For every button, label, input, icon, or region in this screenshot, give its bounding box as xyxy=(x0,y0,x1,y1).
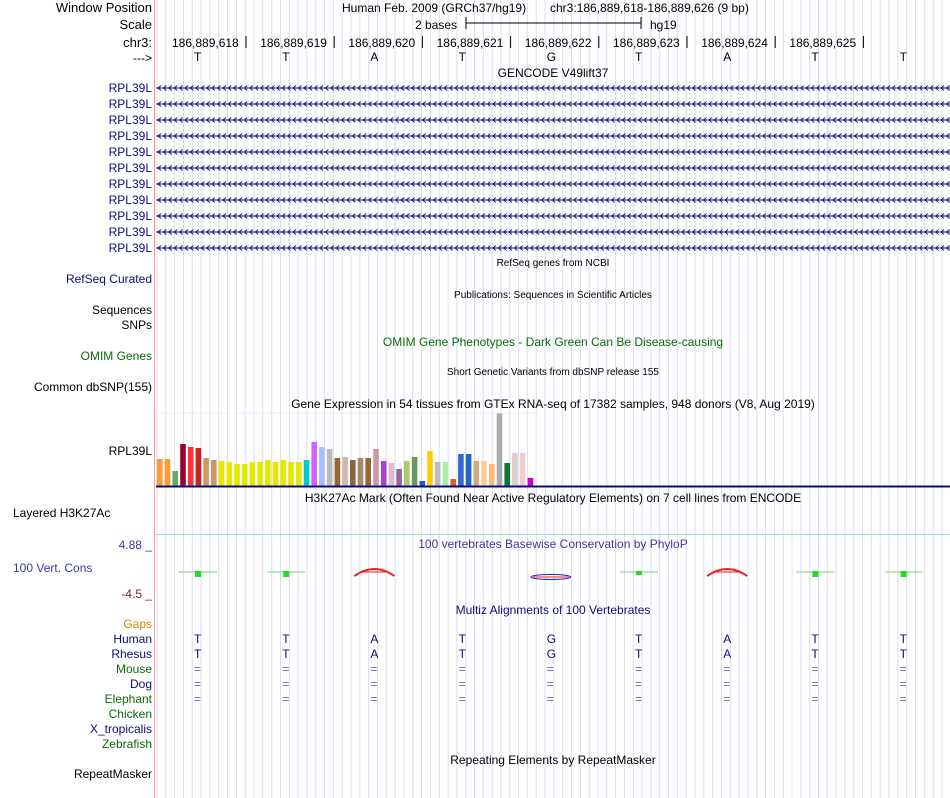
gencode-gene-label[interactable]: RPL39L xyxy=(108,145,152,159)
gtex-bar xyxy=(520,453,526,486)
multiz-base: A xyxy=(723,647,732,661)
multiz-base: = xyxy=(370,692,378,706)
scale-db: hg19 xyxy=(650,18,677,32)
gtex-bar xyxy=(466,454,472,486)
phylop-pos-mark xyxy=(901,571,907,577)
multiz-base: T xyxy=(282,647,290,661)
gencode-gene-label[interactable]: RPL39L xyxy=(108,113,152,127)
assembly-label: Human Feb. 2009 (GRCh37/hg19) xyxy=(342,1,527,15)
multiz-base: T xyxy=(811,632,819,646)
multiz-base: = xyxy=(899,662,907,676)
multiz-base: = xyxy=(723,677,731,691)
multiz-base: A xyxy=(723,632,732,646)
gtex-bar xyxy=(443,462,449,486)
multiz-base: T xyxy=(635,647,643,661)
window-position-label: Window Position xyxy=(55,0,152,15)
repeatmasker-title: Repeating Elements by RepeatMasker xyxy=(450,753,656,767)
gtex-bar xyxy=(450,479,456,486)
gtex-bar xyxy=(211,460,217,486)
strand-label: ---> xyxy=(133,51,152,65)
gtex-bar xyxy=(512,453,518,486)
gencode-gene-label[interactable]: RPL39L xyxy=(108,97,152,111)
gtex-bar xyxy=(427,451,433,486)
omim-title: OMIM Gene Phenotypes - Dark Green Can Be Disease-causing xyxy=(382,335,724,349)
gtex-bar xyxy=(265,460,271,486)
position-label: 186,889,620 xyxy=(348,36,416,50)
position-label: 186,889,621 xyxy=(436,36,504,50)
multiz-base: T xyxy=(899,632,907,646)
position-label: 186,889,619 xyxy=(260,36,327,50)
multiz-base: T xyxy=(811,647,819,661)
multiz-base: = xyxy=(635,677,643,691)
scale-text: 2 bases xyxy=(415,18,458,32)
multiz-species-label[interactable]: Zebrafish xyxy=(101,737,152,751)
gtex-bar xyxy=(242,464,248,486)
reference-base: T xyxy=(194,50,202,64)
multiz-title: Multiz Alignments of 100 Vertebrates xyxy=(455,603,651,617)
multiz-base: = xyxy=(194,677,202,691)
publications-title: Publications: Sequences in Scientific Articles xyxy=(454,290,652,301)
gencode-gene-label[interactable]: RPL39L xyxy=(108,161,152,175)
gtex-bar xyxy=(288,462,294,486)
gtex-bar xyxy=(412,457,418,486)
phylop-label[interactable]: 100 Vert. Cons xyxy=(13,561,93,575)
reference-base: T xyxy=(635,50,643,64)
gtex-bar xyxy=(157,459,163,486)
multiz-base: T xyxy=(282,632,290,646)
gtex-bar xyxy=(327,449,333,486)
multiz-species-label[interactable]: Chicken xyxy=(108,707,152,721)
repeatmasker-label[interactable]: RepeatMasker xyxy=(73,767,152,781)
multiz-base: = xyxy=(546,662,554,676)
gtex-bar xyxy=(381,461,387,486)
gtex-bar xyxy=(373,449,379,486)
label-divider xyxy=(154,0,155,798)
multiz-base: = xyxy=(458,662,466,676)
gtex-bar xyxy=(311,442,317,486)
multiz-base: T xyxy=(635,632,643,646)
h3k27ac-label[interactable]: Layered H3K27Ac xyxy=(13,506,111,520)
gtex-bar xyxy=(172,471,178,486)
refseq-label[interactable]: RefSeq Curated xyxy=(65,272,152,286)
scale-label: Scale xyxy=(119,17,152,32)
gtex-bar xyxy=(404,461,410,486)
gtex-bar xyxy=(350,460,356,486)
gtex-bar xyxy=(396,469,402,486)
multiz-base: = xyxy=(370,677,378,691)
gtex-bar xyxy=(474,461,480,486)
gtex-bar xyxy=(458,454,464,486)
multiz-base: = xyxy=(194,662,202,676)
position-label: 186,889,625 xyxy=(789,36,857,50)
gencode-gene-label[interactable]: RPL39L xyxy=(108,193,152,207)
gtex-bar xyxy=(281,460,287,486)
gencode-title: GENCODE V49lift37 xyxy=(497,66,609,80)
gtex-bar xyxy=(257,462,263,486)
gencode-gene-label[interactable]: RPL39L xyxy=(108,81,152,95)
multiz-base: T xyxy=(458,647,466,661)
gencode-gene-label[interactable]: RPL39L xyxy=(108,129,152,143)
multiz-base: = xyxy=(194,692,202,706)
multiz-base: = xyxy=(899,677,907,691)
reference-base: T xyxy=(811,50,819,64)
gtex-bar xyxy=(365,458,371,486)
reference-base: T xyxy=(282,50,290,64)
multiz-base: = xyxy=(723,662,731,676)
sequences-label[interactable]: Sequences xyxy=(91,303,152,317)
gtex-bar xyxy=(188,447,194,486)
gtex-bar xyxy=(196,448,202,486)
multiz-base: A xyxy=(370,647,379,661)
phylop-min-label: -4.5 _ xyxy=(121,587,152,601)
gtex-bar xyxy=(489,464,495,486)
multiz-base: T xyxy=(899,647,907,661)
gtex-bar xyxy=(335,458,341,486)
multiz-species-label[interactable]: Mouse xyxy=(115,662,152,676)
gtex-bar xyxy=(219,461,225,486)
snps-label[interactable]: SNPs xyxy=(121,318,152,332)
multiz-species-label[interactable]: Human xyxy=(113,632,152,646)
gtex-bar xyxy=(435,462,441,486)
omim-label[interactable]: OMIM Genes xyxy=(80,349,152,363)
gtex-bar xyxy=(180,444,186,486)
multiz-base: T xyxy=(194,647,202,661)
multiz-base: = xyxy=(282,662,290,676)
gtex-bar xyxy=(296,462,302,486)
multiz-base: = xyxy=(546,692,554,706)
multiz-base: = xyxy=(811,677,819,691)
reference-base: G xyxy=(546,50,557,64)
phylop-title: 100 vertebrates Basewise Conservation by PhyloP xyxy=(418,537,688,551)
position-label: 186,889,618 xyxy=(172,36,239,50)
multiz-base: T xyxy=(194,632,202,646)
gtex-bar xyxy=(319,447,325,486)
multiz-base: = xyxy=(458,692,466,706)
multiz-base: = xyxy=(811,692,819,706)
gaps-label[interactable]: Gaps xyxy=(123,617,152,631)
gtex-bar xyxy=(342,457,348,486)
multiz-base: = xyxy=(635,662,643,676)
multiz-base: A xyxy=(370,632,379,646)
dbsnp-title: Short Genetic Variants from dbSNP release 155 xyxy=(447,367,659,378)
multiz-base: = xyxy=(370,662,378,676)
multiz-base: = xyxy=(723,692,731,706)
multiz-base: = xyxy=(811,662,819,676)
gtex-bar xyxy=(481,461,487,486)
position-label: 186,889,623 xyxy=(613,36,680,50)
position-label: 186,889,622 xyxy=(524,36,592,50)
phylop-pos-mark xyxy=(812,571,818,577)
phylop-pos-mark xyxy=(283,571,289,577)
gtex-bar xyxy=(273,462,279,486)
gtex-bar xyxy=(203,458,209,486)
position-readout: chr3:186,889,618-186,889,626 (9 bp) xyxy=(550,1,749,15)
multiz-base: = xyxy=(546,677,554,691)
gtex-bar xyxy=(358,458,364,486)
position-label: 186,889,624 xyxy=(701,36,768,50)
gtex-bar xyxy=(227,462,233,486)
gtex-title: Gene Expression in 54 tissues from GTEx RNA-seq of 17382 samples, 948 donors (V8, Aug 2019) xyxy=(291,397,815,411)
refseq-title: RefSeq genes from NCBI xyxy=(496,258,610,269)
multiz-base: = xyxy=(458,677,466,691)
reference-base: T xyxy=(458,50,466,64)
chrom-label: chr3: xyxy=(123,35,152,50)
multiz-base: = xyxy=(899,692,907,706)
gtex-bar xyxy=(389,463,395,486)
phylop-pos-mark xyxy=(195,571,201,577)
multiz-species-label[interactable]: Dog xyxy=(129,677,152,691)
reference-base: A xyxy=(723,50,732,64)
multiz-species-label[interactable]: Elephant xyxy=(104,692,152,706)
multiz-species-label[interactable]: Rhesus xyxy=(111,647,152,661)
gtex-bar xyxy=(528,478,534,486)
multiz-base: = xyxy=(635,692,643,706)
gencode-gene-label[interactable]: RPL39L xyxy=(108,241,152,255)
reference-base: T xyxy=(899,50,907,64)
gtex-bar xyxy=(504,463,510,486)
h3k27ac-title: H3K27Ac Mark (Often Found Near Active Regulatory Elements) on 7 cell lines from ENCODE xyxy=(304,491,802,505)
gtex-bar xyxy=(165,459,171,486)
multiz-base: G xyxy=(546,647,557,661)
gencode-gene-label[interactable]: RPL39L xyxy=(108,177,152,191)
gtex-bar xyxy=(250,462,256,486)
multiz-base: = xyxy=(282,692,290,706)
reference-base: A xyxy=(370,50,379,64)
gtex-bar xyxy=(497,413,503,486)
dbsnp-label[interactable]: Common dbSNP(155) xyxy=(33,380,152,394)
gencode-gene-label[interactable]: RPL39L xyxy=(108,225,152,239)
gtex-bar xyxy=(304,460,310,486)
gtex-label[interactable]: RPL39L xyxy=(108,444,152,458)
multiz-base: G xyxy=(546,632,557,646)
gtex-bar xyxy=(234,464,240,486)
gtex-bar xyxy=(420,481,426,486)
multiz-species-label[interactable]: X_tropicalis xyxy=(89,722,152,736)
multiz-base: = xyxy=(282,677,290,691)
phylop-pos-mark xyxy=(636,571,642,575)
gencode-gene-label[interactable]: RPL39L xyxy=(108,209,152,223)
phylop-max-label: 4.88 _ xyxy=(118,538,152,552)
multiz-base: T xyxy=(458,632,466,646)
